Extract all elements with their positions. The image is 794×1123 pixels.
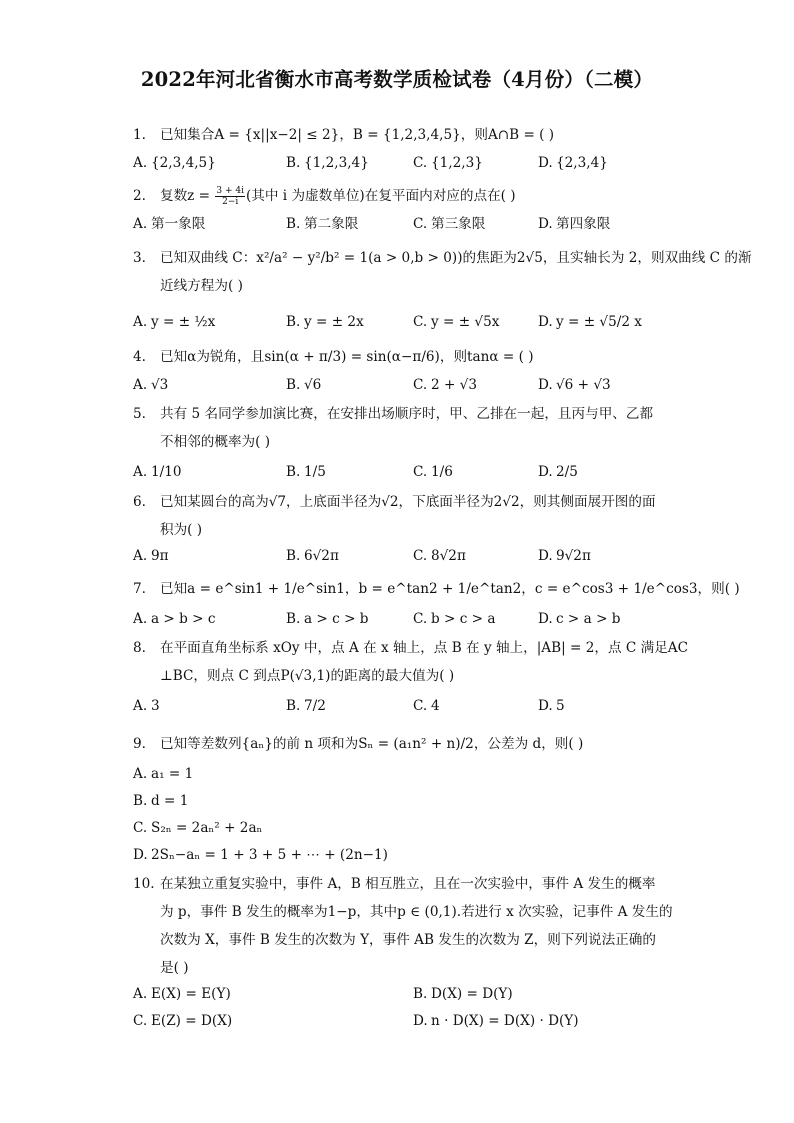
options-4: [133, 373, 693, 397]
page-title: 2022年河北省衡水市高考数学质检试卷（4月份）（二模）: [140, 68, 654, 91]
question-number: 10.: [133, 876, 155, 892]
question-stem: 已知等差数列{aₙ}的前 n 项和为Sₙ = (a₁n² + n)/2，公差为 d，则( ): [160, 736, 584, 752]
option-a: A. √3: [133, 377, 169, 393]
question-number: 7.: [133, 581, 146, 597]
option-c: C. y = ± √5x: [413, 314, 500, 330]
question-stem: 已知a = e^sin1 + 1/e^sin1，b = e^tan2 + 1/e^tan2，c = e^cos3 + 1/e^cos3，则( ): [160, 581, 740, 597]
option-d: D. √6 + √3: [538, 377, 611, 393]
option-b: B. y = ± 2x: [286, 314, 364, 330]
option-b: B. 6√2π: [286, 548, 339, 564]
option-c: C. 第三象限: [413, 216, 486, 232]
question-stem: 已知α为锐角，且sin(α + π/3) = sin(α−π/6)，则tanα = ( ): [160, 349, 534, 365]
options-1: [133, 151, 693, 175]
option-d: D. y = ± √5/2 x: [538, 314, 642, 330]
option-b: B. {1,2,3,4}: [286, 155, 369, 171]
option-c: C. 8√2π: [413, 548, 466, 564]
option-b: B. √6: [286, 377, 322, 393]
option-c: C. {1,2,3}: [413, 155, 483, 171]
question-stem-line-2: 积为( ): [160, 522, 203, 538]
question-number: 2.: [133, 188, 146, 204]
question-stem: 在某独立重复实验中，事件 A，B 相互胜立，且在一次实验中，事件 A 发生的概率: [160, 876, 656, 892]
option-a: A. {2,3,4,5}: [133, 155, 216, 171]
question-number: 9.: [133, 736, 146, 752]
options-6: [133, 544, 693, 568]
option-c: C. 2 + √3: [413, 377, 477, 393]
option-a: A. 1/10: [133, 464, 182, 480]
question-number: 1.: [133, 127, 146, 143]
question-stem: 复数z = $\frac{3 + 4i}{2-i}$ (其中 i 为虚数单位)在复平面内对应的点在( ): [160, 186, 516, 207]
option-d: D. 2/5: [538, 464, 578, 480]
option-c: C. S₂ₙ = 2aₙ² + 2aₙ: [133, 820, 263, 836]
question-stem-line-2: ⊥BC，则点 C 到点P(√3,1)的距离的最大值为( ): [160, 668, 455, 684]
option-c: C. 4: [413, 698, 440, 714]
question-stem: 已知集合A = {x||x−2| ≤ 2}，B = {1,2,3,4,5}，则A∩B = ( ): [160, 127, 555, 143]
option-b: B. d = 1: [133, 793, 189, 809]
question-number: 4.: [133, 349, 146, 365]
option-b: B. a > c > b: [286, 611, 369, 627]
option-d: D. c > a > b: [538, 611, 621, 627]
question-stem-line-3: 次数为 X，事件 B 发生的次数为 Y，事件 AB 发生的次数为 Z，则下列说法正确的: [160, 932, 656, 948]
question-stem: 已知某圆台的高为√7，上底面半径为√2，下底面半径为2√2，则其侧面展开图的面: [160, 494, 656, 510]
options-3: [133, 310, 693, 334]
question-stem-line-2: 为 p，事件 B 发生的概率为1−p，其中p ∈ (0,1).若进行 x 次实验，记事件 A 发生的: [160, 904, 673, 920]
options-10-row-2: [133, 1009, 693, 1033]
option-d: D. {2,3,4}: [538, 155, 608, 171]
option-a: A. y = ± ½x: [133, 314, 216, 330]
option-a: A. 第一象限: [133, 216, 206, 232]
options-10-row-1: [133, 982, 693, 1006]
question-stem: 在平面直角坐标系 xOy 中，点 A 在 x 轴上，点 B 在 y 轴上，|AB| = 2，点 C 满足AC: [160, 640, 689, 656]
option-a: A. E(X) = E(Y): [133, 986, 231, 1002]
question-number: 5.: [133, 406, 146, 422]
option-d: D. 2Sₙ−aₙ = 1 + 3 + 5 + ⋯ + (2n−1): [133, 847, 388, 863]
option-d: D. 第四象限: [538, 216, 611, 232]
options-8: [133, 694, 693, 718]
question-stem-line-4: 是( ): [160, 960, 189, 976]
options-5: [133, 460, 693, 484]
option-b: B. D(X) = D(Y): [413, 986, 513, 1002]
option-d: D. 5: [538, 698, 565, 714]
question-number: 3.: [133, 250, 146, 266]
option-a: A. a₁ = 1: [133, 766, 194, 782]
option-b: B. 第二象限: [286, 216, 359, 232]
option-d: D. 9√2π: [538, 548, 591, 564]
option-d: D. n · D(X) = D(X) · D(Y): [413, 1013, 579, 1029]
question-stem: 已知双曲线 C：x²/a² − y²/b² = 1(a > 0,b > 0))的焦距为2√5，且实轴长为 2，则双曲线 C 的渐: [160, 250, 752, 266]
option-b: B. 7/2: [286, 698, 326, 714]
option-a: A. 9π: [133, 548, 169, 564]
option-c: C. 1/6: [413, 464, 453, 480]
question-stem: 共有 5 名同学参加演比赛，在安排出场顺序时，甲、乙排在一起，且丙与甲、乙都: [160, 406, 654, 422]
question-number: 6.: [133, 494, 146, 510]
options-7: [133, 607, 693, 631]
option-c: C. E(Z) = D(X): [133, 1013, 233, 1029]
option-c: C. b > c > a: [413, 611, 496, 627]
question-number: 8.: [133, 640, 146, 656]
options-2: [133, 212, 693, 236]
option-a: A. 3: [133, 698, 160, 714]
fraction: $\frac{3 + 4i}{2-i}$: [216, 186, 244, 207]
question-stem-line-2: 不相邻的概率为( ): [160, 434, 271, 450]
option-a: A. a > b > c: [133, 611, 216, 627]
question-stem-line-2: 近线方程为( ): [160, 278, 243, 294]
question-10: [133, 870, 673, 982]
option-b: B. 1/5: [286, 464, 326, 480]
